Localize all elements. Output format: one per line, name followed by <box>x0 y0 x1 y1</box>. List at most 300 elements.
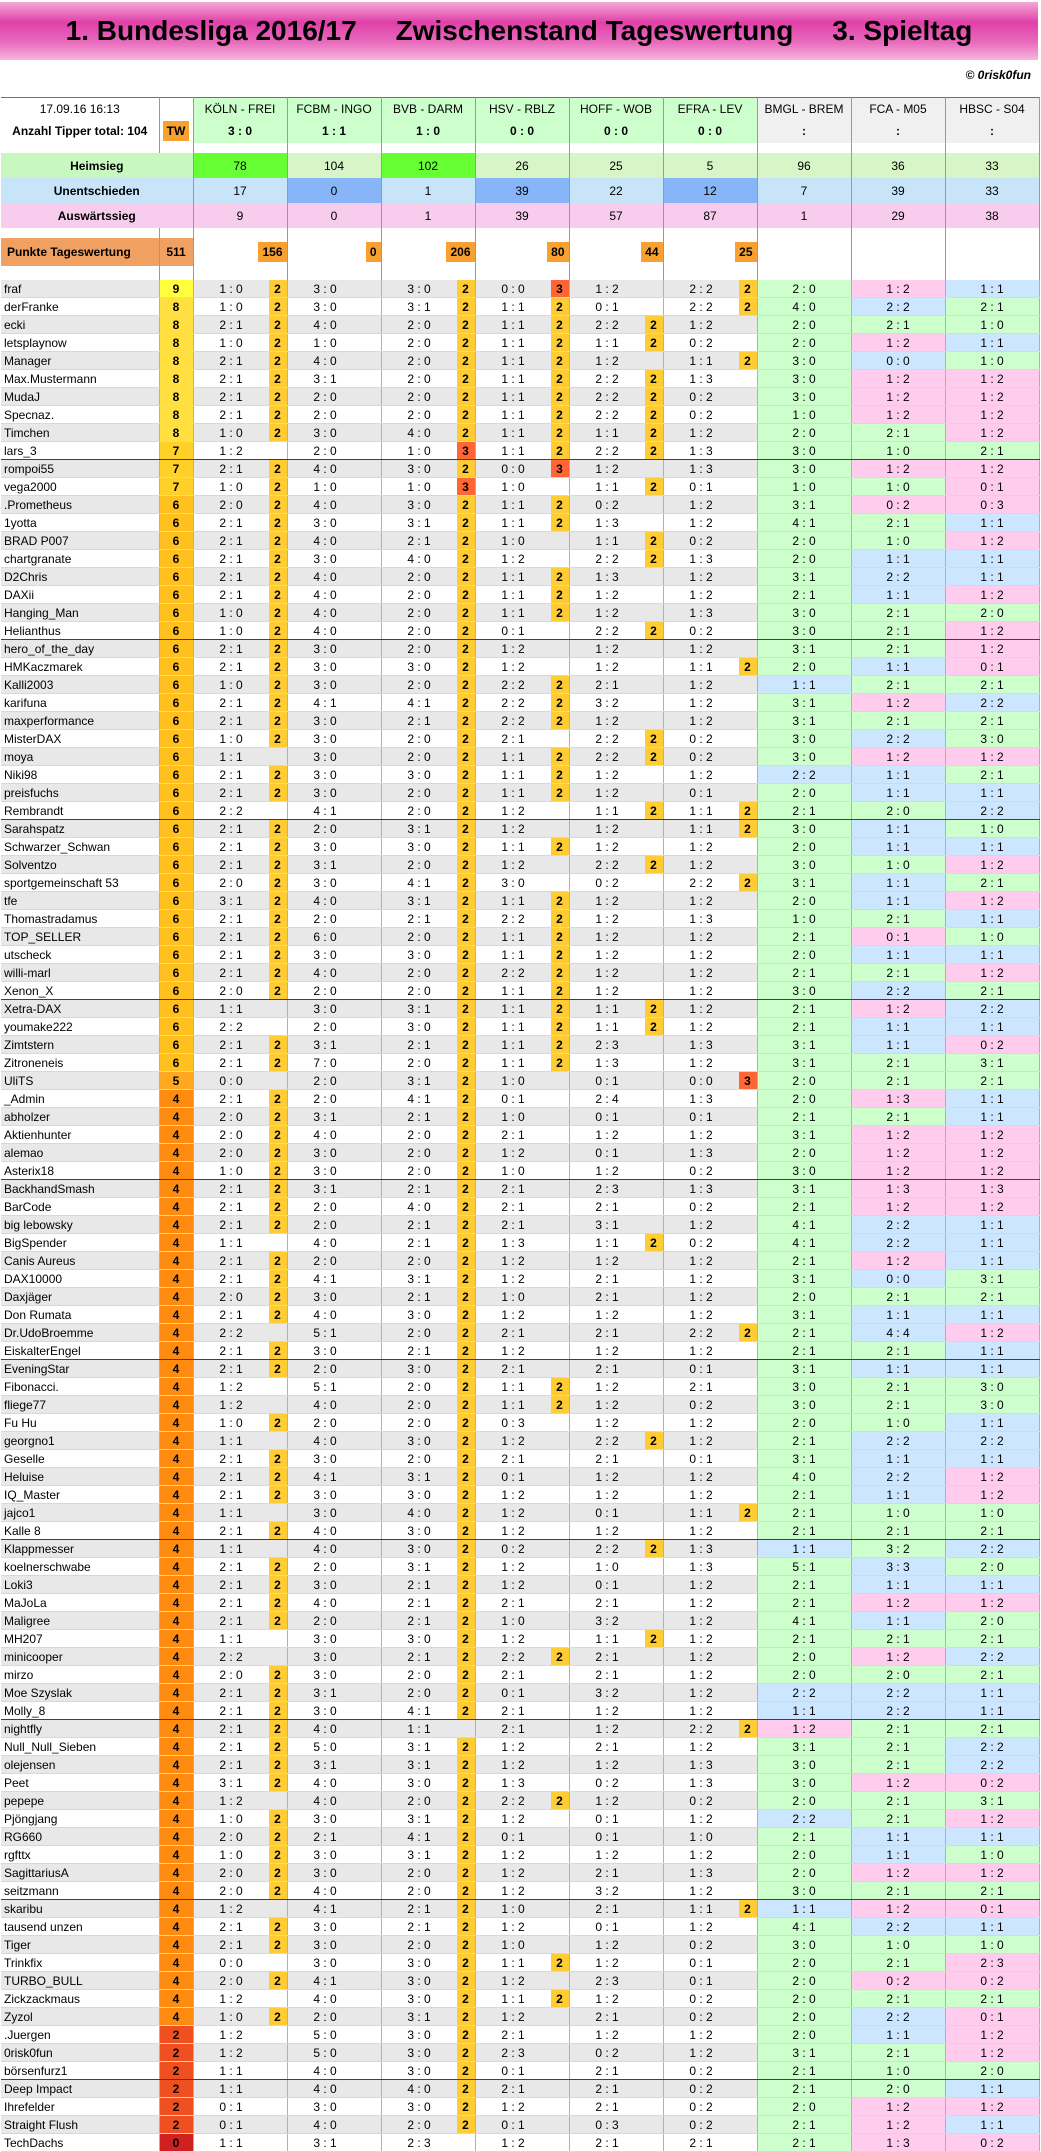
player-name: Daxjäger <box>1 1288 159 1306</box>
tip-points <box>551 550 569 567</box>
future-tip: 3 : 0 <box>945 1378 1039 1396</box>
tip-value: 2 : 2 <box>595 371 619 386</box>
tip-points <box>645 514 663 531</box>
tip-cell <box>381 1090 475 1108</box>
tip-value: 2 : 2 <box>689 875 713 890</box>
tip-points: 2 <box>551 352 569 369</box>
tip-cell <box>663 604 757 622</box>
table-row <box>1 1270 1039 1288</box>
tip-points: 2 <box>551 406 569 423</box>
future-tip: 2 : 0 <box>851 1666 945 1684</box>
tip-cell <box>569 1702 663 1720</box>
tip-points: 2 <box>551 514 569 531</box>
tip-cell <box>569 982 663 1000</box>
tip-points: 2 <box>457 568 475 585</box>
future-tip: 2 : 1 <box>945 1630 1039 1648</box>
tip-points: 2 <box>269 694 287 711</box>
tip-value: 0 : 1 <box>595 299 619 314</box>
tip-cell <box>663 550 757 568</box>
player-points: 4 <box>159 1486 193 1504</box>
table-row <box>1 568 1039 586</box>
tip-points <box>739 1162 757 1179</box>
tip-value: 1 : 2 <box>501 1433 525 1448</box>
tip-points: 2 <box>457 1828 475 1845</box>
tip-points <box>739 388 757 405</box>
spacer <box>663 143 757 153</box>
future-tip: 1 : 1 <box>945 1018 1039 1036</box>
player-points: 4 <box>159 1882 193 1900</box>
tip-cell <box>569 280 663 298</box>
tip-cell <box>287 532 381 550</box>
tip-points <box>739 856 757 873</box>
future-tip: 1 : 1 <box>757 1702 851 1720</box>
tip-value: 2 : 0 <box>407 677 431 692</box>
tip-points <box>269 1396 287 1413</box>
tip-cell <box>287 1630 381 1648</box>
tip-value: 2 : 0 <box>407 1055 431 1070</box>
tip-cell <box>475 2026 569 2044</box>
tip-cell <box>569 1432 663 1450</box>
player-name: moya <box>1 748 159 766</box>
tip-cell <box>569 766 663 784</box>
future-tip: 1 : 1 <box>945 784 1039 802</box>
tip-points <box>645 1252 663 1269</box>
tip-cell <box>287 1846 381 1864</box>
tip-value: 2 : 1 <box>219 1595 243 1610</box>
player-points: 4 <box>159 1648 193 1666</box>
tip-cell <box>287 1234 381 1252</box>
tip-points: 2 <box>457 1090 475 1107</box>
tip-cell <box>287 2062 381 2080</box>
tip-points <box>269 2044 287 2061</box>
tip-cell <box>193 1522 287 1540</box>
tip-value: 2 : 2 <box>501 1649 525 1664</box>
tip-points <box>551 1090 569 1107</box>
future-tip: 1 : 1 <box>851 1828 945 1846</box>
future-tip: 1 : 1 <box>851 550 945 568</box>
tip-points <box>551 2008 569 2025</box>
tip-cell <box>193 352 287 370</box>
tip-cell <box>381 1000 475 1018</box>
tip-points: 2 <box>645 478 663 495</box>
tip-cell <box>569 1540 663 1558</box>
tip-points: 2 <box>457 730 475 747</box>
stat-u: 0 <box>287 178 381 203</box>
future-tip: 3 : 0 <box>757 1378 851 1396</box>
tip-cell <box>569 1144 663 1162</box>
player-points: 6 <box>159 982 193 1000</box>
tip-value: 2 : 1 <box>595 677 619 692</box>
tip-cell <box>475 1666 569 1684</box>
tip-points: 2 <box>645 1432 663 1449</box>
tip-value: 1 : 2 <box>595 893 619 908</box>
tip-value: 1 : 3 <box>595 1055 619 1070</box>
tip-value: 2 : 1 <box>501 1721 525 1736</box>
tip-value: 3 : 0 <box>407 839 431 854</box>
tip-points <box>645 1486 663 1503</box>
tip-cell <box>381 1918 475 1936</box>
tip-points <box>645 1090 663 1107</box>
tip-value: 2 : 0 <box>407 569 431 584</box>
table-row <box>1 2134 1039 2152</box>
tip-value: 2 : 0 <box>313 1415 337 1430</box>
table-row <box>1 298 1039 316</box>
table-row <box>1 1324 1039 1342</box>
player-name: Solventzo <box>1 856 159 874</box>
tip-value: 1 : 2 <box>689 1055 713 1070</box>
tip-value: 1 : 2 <box>501 1919 525 1934</box>
tip-value: 1 : 3 <box>689 461 713 476</box>
tip-value: 1 : 2 <box>595 821 619 836</box>
future-tip: 1 : 0 <box>945 820 1039 838</box>
future-tip: 2 : 0 <box>757 280 851 298</box>
tip-cell <box>475 532 569 550</box>
tip-value: 2 : 1 <box>407 1577 431 1592</box>
future-tip: 3 : 0 <box>757 352 851 370</box>
tip-value: 2 : 1 <box>407 533 431 548</box>
tip-value: 2 : 2 <box>219 1325 243 1340</box>
tip-cell <box>475 1738 569 1756</box>
table-row <box>1 784 1039 802</box>
tip-value: 2 : 1 <box>219 587 243 602</box>
future-tip: 3 : 1 <box>757 1360 851 1378</box>
tip-cell <box>193 1666 287 1684</box>
player-name: 0risk0fun <box>1 2044 159 2062</box>
tip-value: 6 : 0 <box>313 929 337 944</box>
future-tip: 1 : 2 <box>851 406 945 424</box>
tip-cell <box>381 424 475 442</box>
tip-value: 2 : 2 <box>501 713 525 728</box>
spacer <box>381 143 475 153</box>
table-row <box>1 1234 1039 1252</box>
tip-cell <box>381 478 475 496</box>
tip-cell <box>193 2098 287 2116</box>
player-points: 4 <box>159 1324 193 1342</box>
tip-cell <box>381 1720 475 1738</box>
tip-cell <box>475 1090 569 1108</box>
future-tip: 2 : 1 <box>757 2134 851 2152</box>
tip-value: 1 : 2 <box>595 965 619 980</box>
tip-value: 3 : 0 <box>313 641 337 656</box>
tip-value: 0 : 3 <box>595 2117 619 2132</box>
player-name: sportgemeinschaft 53 <box>1 874 159 892</box>
player-name: UliTS <box>1 1072 159 1090</box>
tip-cell <box>193 820 287 838</box>
table-row <box>1 1540 1039 1558</box>
spacer <box>569 228 663 238</box>
player-points: 4 <box>159 1954 193 1972</box>
tip-points <box>739 2116 757 2133</box>
player-name: utscheck <box>1 946 159 964</box>
tip-points <box>645 676 663 693</box>
tip-cell <box>663 622 757 640</box>
tip-cell <box>193 1378 287 1396</box>
tip-cell <box>475 730 569 748</box>
tip-points <box>739 784 757 801</box>
tip-points: 2 <box>457 1882 475 1899</box>
tip-points <box>739 1036 757 1053</box>
tip-value: 1 : 1 <box>501 1397 525 1412</box>
tip-cell <box>287 1198 381 1216</box>
tip-points <box>645 1900 663 1917</box>
tip-value: 1 : 2 <box>689 1289 713 1304</box>
future-tip: 1 : 1 <box>851 820 945 838</box>
game-points <box>663 238 757 266</box>
player-points: 6 <box>159 568 193 586</box>
tip-value: 1 : 2 <box>219 443 243 458</box>
tip-points: 2 <box>551 1648 569 1665</box>
tip-points: 2 <box>551 1792 569 1809</box>
tip-points: 2 <box>645 388 663 405</box>
player-points: 7 <box>159 460 193 478</box>
tip-value: 2 : 0 <box>407 605 431 620</box>
tip-value: 2 : 0 <box>407 1253 431 1268</box>
tip-cell <box>663 1648 757 1666</box>
tip-points <box>551 1972 569 1989</box>
stat-h: 36 <box>851 153 945 178</box>
table-row <box>1 2116 1039 2134</box>
tip-points <box>269 1792 287 1809</box>
future-tip: 2 : 1 <box>945 982 1039 1000</box>
tip-value: 1 : 3 <box>689 911 713 926</box>
tip-cell <box>569 802 663 820</box>
future-tip: 1 : 1 <box>945 550 1039 568</box>
tip-cell <box>287 1306 381 1324</box>
tip-cell <box>381 1936 475 1954</box>
tip-cell <box>663 802 757 820</box>
player-points: 6 <box>159 712 193 730</box>
tip-points <box>739 1846 757 1863</box>
tip-points <box>739 316 757 333</box>
tip-points <box>739 1198 757 1215</box>
table-row <box>1 1792 1039 1810</box>
future-tip: 1 : 0 <box>851 1936 945 1954</box>
tip-points <box>739 406 757 423</box>
player-name: Niki98 <box>1 766 159 784</box>
tip-cell <box>193 1504 287 1522</box>
tip-points <box>363 1324 381 1341</box>
future-tip: 2 : 2 <box>851 568 945 586</box>
player-name: Klappmesser <box>1 1540 159 1558</box>
tip-value: 2 : 1 <box>219 821 243 836</box>
tip-points: 3 <box>551 460 569 477</box>
tip-points: 2 <box>457 1522 475 1539</box>
tip-value: 4 : 0 <box>313 1595 337 1610</box>
tip-cell <box>569 1198 663 1216</box>
tip-points: 2 <box>551 1378 569 1395</box>
future-tip: 1 : 2 <box>945 640 1039 658</box>
future-tip: 1 : 1 <box>851 2026 945 2044</box>
player-points: 6 <box>159 874 193 892</box>
tip-value: 3 : 1 <box>313 1109 337 1124</box>
tip-points: 2 <box>551 334 569 351</box>
tip-value: 3 : 2 <box>595 1613 619 1628</box>
tip-cell <box>663 1684 757 1702</box>
stat-u: 39 <box>475 178 569 203</box>
tip-cell <box>569 442 663 460</box>
tip-points: 2 <box>457 316 475 333</box>
tip-value: 2 : 3 <box>595 1973 619 1988</box>
tip-cell <box>193 946 287 964</box>
tip-cell <box>569 1774 663 1792</box>
tip-points: 2 <box>645 730 663 747</box>
player-points: 7 <box>159 478 193 496</box>
tip-cell <box>475 1990 569 2008</box>
tip-cell <box>663 1090 757 1108</box>
table-row <box>1 1612 1039 1630</box>
player-points: 4 <box>159 1612 193 1630</box>
table-row <box>1 352 1039 370</box>
tip-cell <box>569 928 663 946</box>
tip-points: 2 <box>269 568 287 585</box>
tip-value: 0 : 1 <box>689 479 713 494</box>
tip-points <box>739 1990 757 2007</box>
tip-cell <box>663 1432 757 1450</box>
tip-value: 1 : 2 <box>595 785 619 800</box>
tip-cell <box>663 856 757 874</box>
tip-cell <box>193 460 287 478</box>
future-tip: 1 : 0 <box>757 910 851 928</box>
tip-value: 2 : 0 <box>407 371 431 386</box>
player-name: BarCode <box>1 1198 159 1216</box>
tip-points: 2 <box>457 1846 475 1863</box>
tip-cell <box>381 1126 475 1144</box>
tip-points <box>739 514 757 531</box>
tip-cell <box>381 802 475 820</box>
future-tip: 2 : 1 <box>851 1396 945 1414</box>
tip-points <box>551 1216 569 1233</box>
tip-cell <box>193 658 287 676</box>
tip-points <box>551 2044 569 2061</box>
tip-value: 1 : 2 <box>501 1847 525 1862</box>
future-tip: 2 : 0 <box>757 838 851 856</box>
tip-value: 1 : 2 <box>595 839 619 854</box>
tip-value: 2 : 1 <box>219 533 243 548</box>
tip-cell <box>381 712 475 730</box>
tip-cell <box>193 1774 287 1792</box>
tip-cell <box>381 1990 475 2008</box>
player-points: 4 <box>159 1756 193 1774</box>
tip-points <box>363 1774 381 1791</box>
tip-cell <box>663 532 757 550</box>
player-name: derFranke <box>1 298 159 316</box>
tip-points <box>645 2080 663 2097</box>
tip-value: 1 : 1 <box>501 425 525 440</box>
tip-value: 2 : 0 <box>313 2009 337 2024</box>
tip-value: 3 : 0 <box>313 1631 337 1646</box>
tip-cell <box>663 784 757 802</box>
tip-points: 2 <box>457 1630 475 1647</box>
tip-cell <box>569 676 663 694</box>
tip-points: 2 <box>457 1972 475 1989</box>
tip-cell <box>663 1126 757 1144</box>
tip-cell <box>381 1612 475 1630</box>
tip-cell <box>381 1666 475 1684</box>
tip-value: 0 : 1 <box>689 1109 713 1124</box>
tip-cell <box>287 1378 381 1396</box>
future-tip: 2 : 2 <box>851 1216 945 1234</box>
tip-points <box>551 1810 569 1827</box>
stat-a: 1 <box>757 203 851 228</box>
tip-points: 2 <box>269 478 287 495</box>
tip-value: 1 : 2 <box>595 911 619 926</box>
table-row <box>1 1990 1039 2008</box>
future-tip: 4 : 0 <box>757 298 851 316</box>
spacer <box>193 228 287 238</box>
tip-value: 0 : 1 <box>501 1685 525 1700</box>
tip-cell <box>569 1072 663 1090</box>
tip-points <box>739 1288 757 1305</box>
tip-points <box>363 1846 381 1863</box>
tip-points: 2 <box>269 838 287 855</box>
tip-points <box>645 1450 663 1467</box>
future-tip: 1 : 2 <box>945 1810 1039 1828</box>
tip-value: 2 : 1 <box>501 2081 525 2096</box>
table-row <box>1 694 1039 712</box>
tip-value: 2 : 0 <box>219 1145 243 1160</box>
player-name: Manager <box>1 352 159 370</box>
tip-value: 2 : 0 <box>313 1217 337 1232</box>
future-tip: 1 : 1 <box>851 838 945 856</box>
tip-cell <box>475 1558 569 1576</box>
tip-value: 2 : 1 <box>219 1343 243 1358</box>
player-name: Dr.UdoBroemme <box>1 1324 159 1342</box>
tip-value: 3 : 1 <box>407 299 431 314</box>
spacer <box>851 143 945 153</box>
player-points: 6 <box>159 1054 193 1072</box>
future-tip: 2 : 2 <box>757 1810 851 1828</box>
future-tip: 0 : 0 <box>851 1270 945 1288</box>
tip-value: 2 : 0 <box>407 1163 431 1178</box>
tip-cell <box>193 1810 287 1828</box>
tip-points: 2 <box>457 802 475 819</box>
future-tip: 1 : 1 <box>945 334 1039 352</box>
future-tip: 2 : 1 <box>851 640 945 658</box>
tip-points <box>363 1414 381 1431</box>
future-tip: 2 : 1 <box>851 1072 945 1090</box>
spacer <box>381 266 475 280</box>
tip-value: 2 : 1 <box>407 1289 431 1304</box>
tip-cell <box>287 424 381 442</box>
tip-cell <box>663 1972 757 1990</box>
tip-cell <box>663 838 757 856</box>
tip-value: 2 : 1 <box>219 1487 243 1502</box>
tip-cell <box>381 982 475 1000</box>
tip-value: 1 : 1 <box>501 1955 525 1970</box>
player-points: 8 <box>159 370 193 388</box>
tip-cell <box>663 1702 757 1720</box>
spacer <box>663 266 757 280</box>
tip-cell <box>287 1558 381 1576</box>
tip-value: 2 : 0 <box>407 2117 431 2132</box>
tip-points <box>739 1432 757 1449</box>
tip-cell <box>381 532 475 550</box>
tip-points <box>551 1360 569 1377</box>
tip-value: 1 : 2 <box>595 461 619 476</box>
tip-points <box>739 1792 757 1809</box>
tip-cell <box>381 1846 475 1864</box>
tip-points: 2 <box>551 928 569 945</box>
tip-points: 2 <box>457 532 475 549</box>
tip-points <box>551 1414 569 1431</box>
tip-value: 2 : 1 <box>219 1307 243 1322</box>
future-tip: 3 : 1 <box>757 1450 851 1468</box>
tip-cell <box>193 1198 287 1216</box>
tip-cell <box>475 406 569 424</box>
tip-cell <box>475 820 569 838</box>
tip-cell <box>663 1504 757 1522</box>
tip-cell <box>287 1792 381 1810</box>
